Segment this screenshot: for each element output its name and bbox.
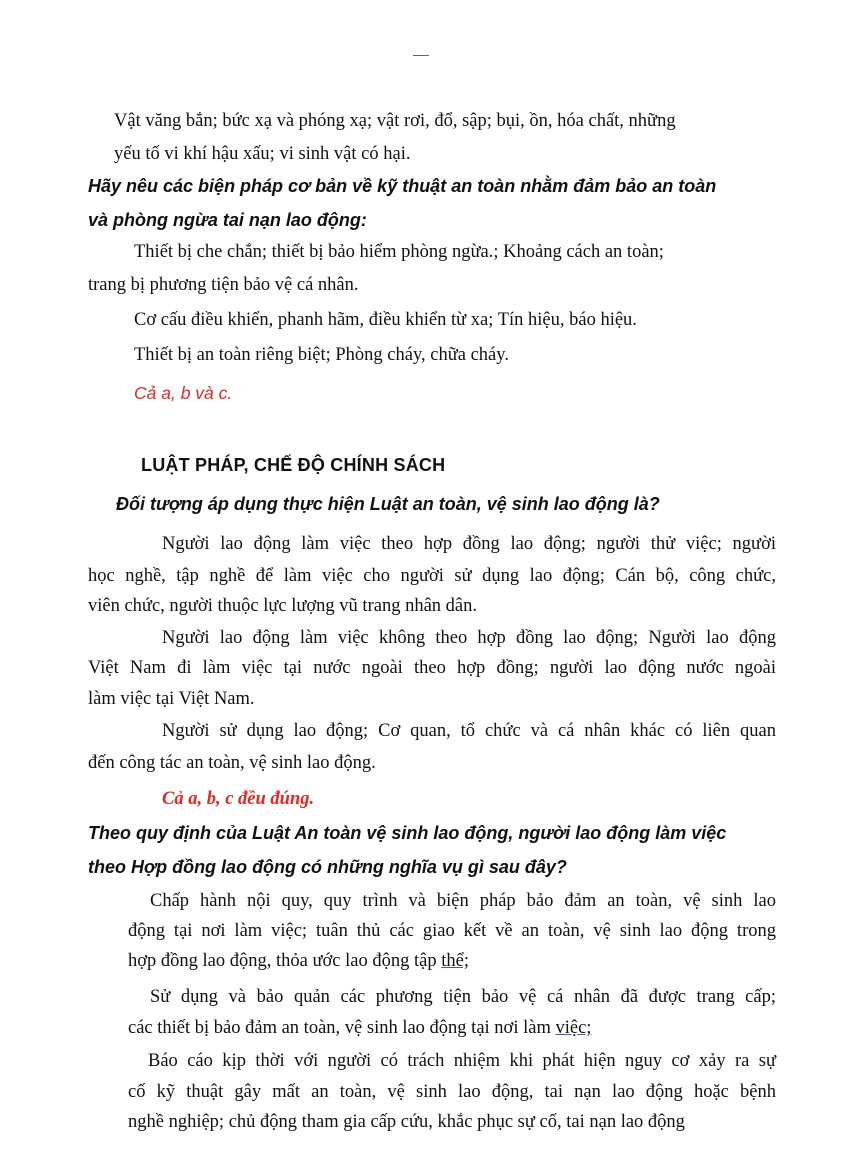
answer-option: Người lao động làm việc theo hợp đồng lao động; người thử việc; người xyxy=(162,534,776,554)
text-line: Vật văng bắn; bức xạ và phóng xạ; vật rơi, đổ, sập; bụi, ồn, hóa chất, những xyxy=(114,111,676,131)
question-heading: và phòng ngừa tai nạn lao động: xyxy=(88,210,367,230)
question-heading: Hãy nêu các biện pháp cơ bản về kỹ thuật an toàn nhằm đảm bảo an toàn xyxy=(88,176,717,196)
answer-text: các thiết bị bảo đảm an toàn, vệ sinh lao động tại nơi làm xyxy=(128,1018,551,1038)
header-mark xyxy=(413,55,429,56)
answer-option: Báo cáo kịp thời với người có trách nhiệm khi phát hiện nguy cơ xảy ra sự xyxy=(148,1051,776,1071)
answer-option: Thiết bị che chắn; thiết bị bảo hiểm phòng ngừa.; Khoảng cách an toàn; xyxy=(134,242,664,262)
answer-option: viên chức, người thuộc lực lượng vũ trang nhân dân. xyxy=(88,596,477,616)
text-line: yếu tố vi khí hậu xấu; vi sinh vật có hại. xyxy=(114,144,411,164)
answer-option: học nghề, tập nghề để làm việc cho người sử dụng lao động; Cán bộ, công chức, xyxy=(88,566,776,586)
question-heading: theo Hợp đồng lao động có những nghĩa vụ gì sau đây? xyxy=(88,857,567,877)
answer-option: Sử dụng và bảo quản các phương tiện bảo vệ cá nhân đã được trang cấp; xyxy=(150,987,776,1007)
spelling-marked-word: thể; xyxy=(441,951,469,971)
answer-option xyxy=(128,946,469,976)
answer-option: Thiết bị an toàn riêng biệt; Phòng cháy, chữa cháy. xyxy=(134,345,509,365)
spelling-marked-word: việc; xyxy=(555,1018,592,1038)
answer-option: trang bị phương tiện bảo vệ cá nhân. xyxy=(88,275,359,295)
answer-option: làm việc tại Việt Nam. xyxy=(88,689,255,709)
answer-option: Việt Nam đi làm việc tại nước ngoài theo hợp đồng; người lao động nước ngoài xyxy=(88,658,776,678)
section-heading: LUẬT PHÁP, CHẾ ĐỘ CHÍNH SÁCH xyxy=(141,455,446,475)
answer-option: cố kỹ thuật gây mất an toàn, vệ sinh lao động, tai nạn lao động hoặc bệnh xyxy=(128,1082,776,1102)
answer-option: Người lao động làm việc không theo hợp đồng lao động; Người lao động xyxy=(162,628,776,648)
correct-answer: Cả a, b, c đều đúng. xyxy=(162,789,315,809)
answer-option: Người sử dụng lao động; Cơ quan, tổ chức và cá nhân khác có liên quan xyxy=(162,721,776,741)
answer-option: Cơ cấu điều khiển, phanh hãm, điều khiển từ xa; Tín hiệu, báo hiệu. xyxy=(134,310,637,330)
question-heading: Theo quy định của Luật An toàn vệ sinh lao động, người lao động làm việc xyxy=(88,823,727,843)
answer-option: động tại nơi làm việc; tuân thủ các giao kết về an toàn, vệ sinh lao động trong xyxy=(128,921,776,941)
answer-text: hợp đồng lao động, thỏa ước lao động tập xyxy=(128,951,437,971)
question-heading: Đối tượng áp dụng thực hiện Luật an toàn, vệ sinh lao động là? xyxy=(116,494,660,514)
answer-option: Chấp hành nội quy, quy trình và biện pháp bảo đảm an toàn, vệ sinh lao xyxy=(150,891,776,911)
correct-answer: Cả a, b và c. xyxy=(134,383,233,403)
answer-option: nghề nghiệp; chủ động tham gia cấp cứu, khắc phục sự cố, tai nạn lao động xyxy=(128,1112,685,1132)
answer-option: đến công tác an toàn, vệ sinh lao động. xyxy=(88,753,376,773)
answer-option xyxy=(128,1013,591,1043)
